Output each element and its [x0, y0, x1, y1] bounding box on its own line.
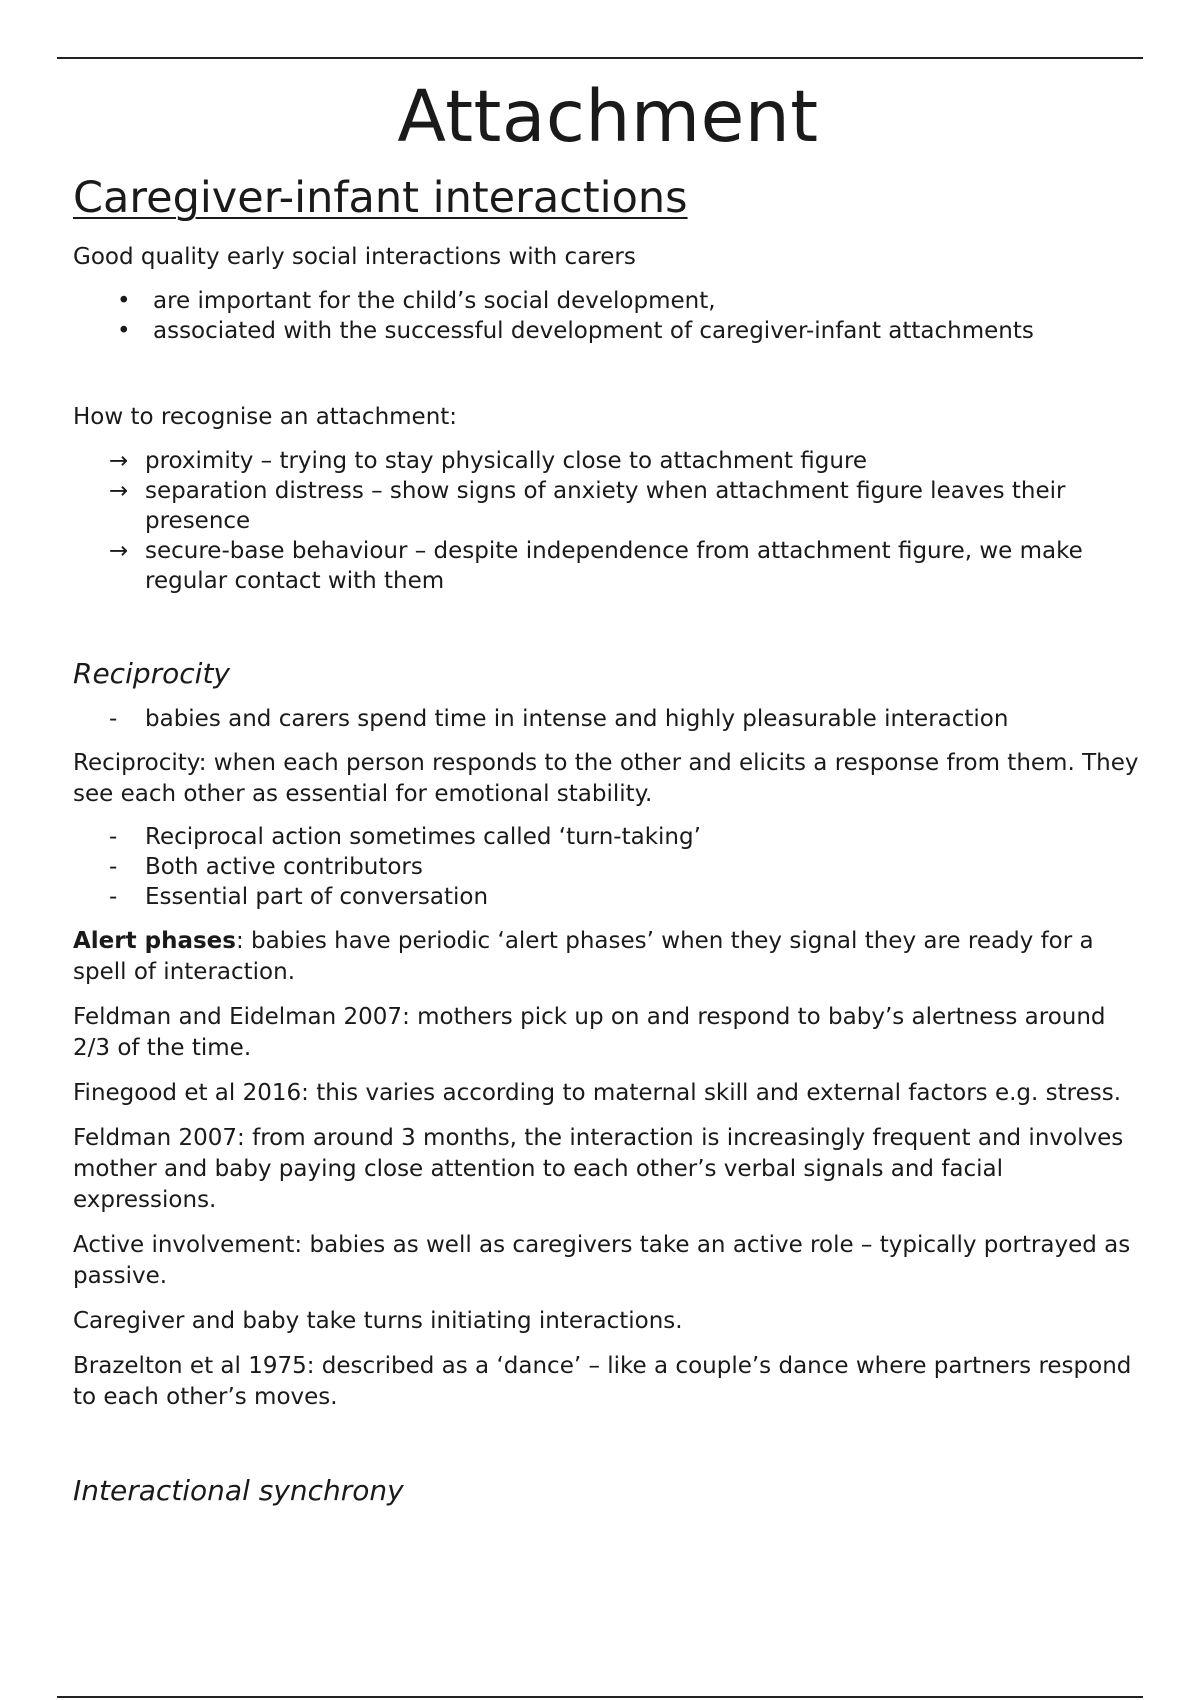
alert-phases-term: Alert phases [73, 928, 236, 954]
dash-marker: - [109, 824, 118, 850]
study-paragraph: Feldman 2007: from around 3 months, the interaction is increasingly frequent and involves mother and baby paying close attention to each other’s verbal signals and facial expressions. [73, 1125, 1124, 1213]
arrow-marker: → [109, 538, 129, 564]
study-paragraph: Active involvement: babies as well as caregivers take an active role – typically portrayed as passive. [73, 1232, 1131, 1289]
list-item: • are important for the child’s social development, [117, 288, 716, 314]
study-paragraph: Feldman and Eidelman 2007: mothers pick up on and respond to baby’s alertness around 2/3 of the time. [73, 1004, 1106, 1061]
intro-paragraph: Good quality early social interactions with carers [73, 244, 636, 270]
footer-rule [57, 1696, 1143, 1698]
list-item: • associated with the successful development of caregiver-infant attachments [117, 318, 1034, 344]
reciprocity-definition: Reciprocity: when each person responds to the other and elicits a response from them. They see each other as essential for emotional stability. [73, 750, 1139, 807]
study-paragraph: Finegood et al 2016: this varies according to maternal skill and external factors e.g. stress. [73, 1080, 1122, 1106]
list-item: → proximity – trying to stay physically close to attachment figure [109, 448, 868, 474]
arrow-marker: → [109, 448, 129, 474]
arrow-marker: → [109, 478, 129, 504]
reciprocity-heading: Reciprocity [73, 657, 230, 690]
recognise-heading: How to recognise an attachment: [73, 404, 458, 430]
synchrony-heading: Interactional synchrony [73, 1474, 404, 1507]
bullet-marker: • [117, 288, 131, 314]
header-rule [57, 57, 1143, 59]
section-heading: Caregiver-infant interactions [73, 173, 688, 223]
study-paragraph: Brazelton et al 1975: described as a ‘dance’ – like a couple’s dance where partners respond to each other’s moves. [73, 1353, 1132, 1410]
study-paragraph: Caregiver and baby take turns initiating interactions. [73, 1308, 683, 1334]
alert-phases-paragraph: Alert phases: babies have periodic ‘alert phases’ when they signal they are ready for a spell of interaction. [73, 928, 1094, 985]
list-item: - Reciprocal action sometimes called ‘turn-taking’ [109, 824, 701, 850]
intro-bullet-list [73, 286, 1143, 346]
bullet-marker: • [117, 318, 131, 344]
dash-marker: - [109, 706, 118, 732]
recognise-list [73, 446, 1143, 596]
list-item: - Essential part of conversation [109, 884, 489, 910]
list-item: → separation distress – show signs of anxiety when attachment figure leaves their presence [109, 478, 1066, 534]
document-title: Attachment [397, 75, 819, 158]
document-page [73, 72, 1143, 1509]
reciprocity-list [73, 822, 1143, 912]
dash-marker: - [109, 884, 118, 910]
list-item: - babies and carers spend time in intense and highly pleasurable interaction [109, 706, 1009, 732]
dash-marker: - [109, 854, 118, 880]
list-item: → secure-base behaviour – despite independence from attachment figure, we make regular contact with them [109, 538, 1083, 594]
reciprocity-intro-list [73, 704, 1143, 734]
list-item: - Both active contributors [109, 854, 423, 880]
